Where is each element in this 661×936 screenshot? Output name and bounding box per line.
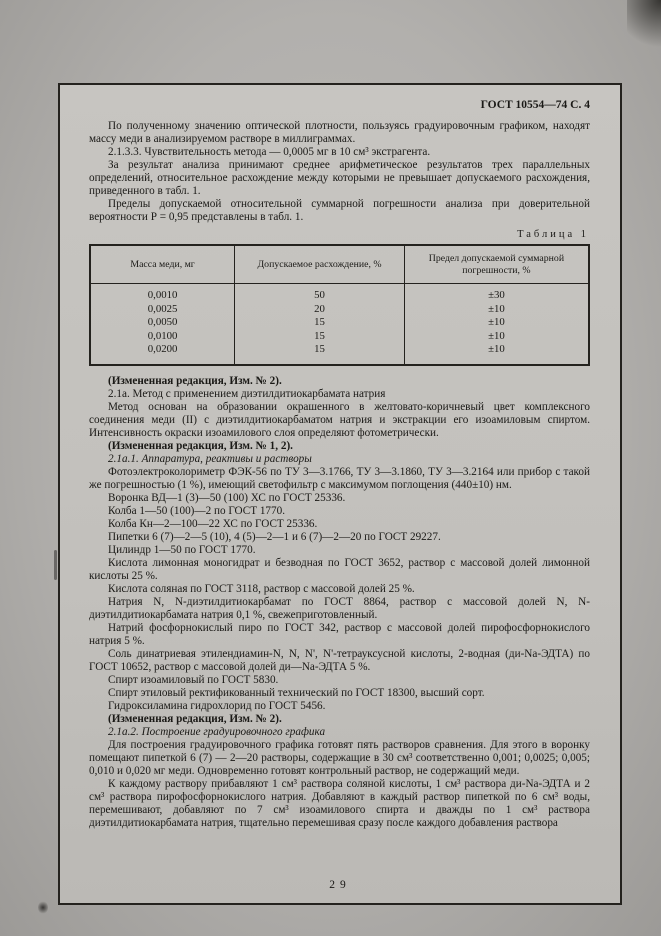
paragraph-funnel: Воронка ВД—1 (3)—50 (100) ХС по ГОСТ 25336. (108, 491, 346, 504)
amendment-note: (Измененная редакция, Изм. № 1, 2). (108, 439, 293, 452)
table-cell: ±10 (404, 330, 589, 344)
paragraph-citric-acid: Кислота лимонная моногидрат и безводная по ГОСТ 3652, раствор с массовой долей лимонной кислоты 25 %. (89, 556, 590, 582)
document-header (89, 99, 590, 111)
page-number: 29 (329, 879, 351, 891)
section-heading-2-1a: 2.1а. Метод с применением диэтилдитиокарбамата натрия (108, 387, 386, 400)
table-column-header: Масса меди, мг (90, 245, 235, 284)
paragraph-flask-2: Колба Кн—2—100—22 ХС по ГОСТ 25336. (108, 517, 318, 530)
paragraph-isoamyl-alcohol: Спирт изоамиловый по ГОСТ 5830. (108, 673, 279, 686)
paragraph-calibration-graph: Для построения градуировочного графика готовят пять растворов сравнения. Для этого в воронку помещают пипеткой 6 (7) — 2—20 растворы, содержащие в 30 см³ соответственно 0,001; 0,0025; 0,005; 0,010 и 0,020 мг меди. Одновременно готовят контрольный раствор, не содержащий меди. (89, 738, 590, 777)
amendment-note: (Измененная редакция, Изм. № 2). (108, 374, 282, 387)
paragraph-pipettes: Пипетки 6 (7)—2—5 (10), 4 (5)—2—1 и 6 (7)—2—20 по ГОСТ 29227. (108, 530, 441, 543)
intro-section (89, 120, 590, 224)
limits-table (89, 244, 590, 366)
paragraph-hydrochloric-acid: Кислота соляная по ГОСТ 3118, раствор с массовой долей 25 %. (108, 582, 415, 595)
paragraph-photocolorimeter: Фотоэлектроколориметр ФЭК-56 по ТУ 3—3.1766, ТУ 3—3.1860, ТУ 3—3.2164 или прибор с такой же погрешностью (1 %), имеющий светофильтр с максимумом поглощения (440±10) нм. (89, 465, 590, 491)
paragraph-result-mean: За результат анализа принимают среднее арифметическое результатов трех параллельных определений, относительное расхождение между которыми не превышает допускаемого расхождения, приведенного в табл. 1. (89, 159, 590, 197)
table-cell: 50 (235, 284, 405, 303)
table-cell: ±30 (404, 284, 589, 303)
paragraph-solution-preparation: К каждому раствору прибавляют 1 см³ раствора соляной кислоты, 1 см³ раствора ди-Na-ЭДТА и 2 см³ раствора пирофосфорнокислого натрия. Добавляют в каждый раствор пипеткой по 6 см³ воды, перемешивают, добавляют по 7 см³ изоамилового спирта и дважды по 1 см³ раствора диэтилдитиокарбамата натрия, тщательно перемешивая сразу после каждого добавления раствора (89, 777, 590, 829)
paragraph-error-limits: Пределы допускаемой относительной суммарной погрешности анализа при доверительной вероятности Р = 0,95 представлены в табл. 1. (89, 198, 590, 223)
paragraph-hydroxylamine: Гидроксиламина гидрохлорид по ГОСТ 5456. (108, 699, 326, 712)
table-cell: ±10 (404, 303, 589, 317)
paragraph-optical-density: По полученному значению оптической плотности, пользуясь градуировочным графиком, находят массу меди в анализируемом растворе в миллиграммах. (89, 120, 590, 145)
scan-artifact (627, 0, 661, 56)
paragraph-method-basis: Метод основан на образовании окрашенного в желтовато-коричневый цвет комплексного соединения меди (II) с диэтилдитиокарбаматом натрия и экстракции его изоамиловым спиртом. Интенсивность окраски изоамилового слоя определяют фотометрически. (89, 400, 590, 439)
paragraph-sodium-pyrophosphate: Натрий фосфорнокислый пиро по ГОСТ 342, раствор с массовой долей пирофосфорнокислого натрия 5 %. (89, 621, 590, 647)
table-body (90, 284, 589, 365)
paragraph-cylinder: Цилиндр 1—50 по ГОСТ 1770. (108, 543, 256, 556)
paragraph-ethyl-alcohol: Спирт этиловый ректификованный технический по ГОСТ 18300, высший сорт. (108, 686, 485, 699)
subsection-heading-2-1a-1: 2.1а.1. Аппаратура, реактивы и растворы (108, 452, 312, 465)
scan-artifact (54, 550, 57, 580)
table-cell: 0,0100 (90, 330, 235, 344)
table-column-header: Допускаемое расхождение, % (235, 245, 405, 284)
table-cell: 0,0025 (90, 303, 235, 317)
table-cell: 0,0200 (90, 343, 235, 365)
table-row (90, 343, 589, 365)
table-cell: 15 (235, 330, 405, 344)
paragraph-edta: Соль динатриевая этилендиамин-N, N, N', N'-тетрауксусной кислоты, 2-водная (ди-Na-ЭДТА) по ГОСТ 10652, раствор с массовой долей ди—Na-ЭДТА 5 %. (89, 647, 590, 673)
table-cell: 15 (235, 316, 405, 330)
table-caption: Таблица 1 (517, 229, 589, 240)
table-cell: ±10 (404, 316, 589, 330)
table-column-header: Предел допускаемой суммарной погрешности, % (404, 245, 589, 284)
table-row (90, 316, 589, 330)
table-row (90, 330, 589, 344)
page-frame (58, 83, 622, 905)
scan-artifact (38, 901, 48, 914)
amendment-note: (Измененная редакция, Изм. № 2). (108, 712, 282, 725)
table-row (90, 284, 589, 303)
table-header-row (90, 245, 589, 284)
table-cell: 0,0050 (90, 316, 235, 330)
paragraph-sodium-diethyldithiocarbamate: Натрия N, N-диэтилдитиокарбамат по ГОСТ 8864, раствор с массовой долей N, N-диэтилдитиокарбамата натрия 0,1 %, свежеприготовленный. (89, 595, 590, 621)
paragraph-sensitivity: 2.1.3.3. Чувствительность метода — 0,0005 мг в 10 см³ экстрагента. (108, 146, 431, 158)
doc-reference: ГОСТ 10554—74 С. 4 (480, 99, 590, 111)
subsection-heading-2-1a-2: 2.1а.2. Построение градуировочного графика (108, 725, 326, 738)
table-cell: ±10 (404, 343, 589, 365)
table-cell: 20 (235, 303, 405, 317)
table-row (90, 303, 589, 317)
body-section (89, 375, 590, 830)
table-cell: 15 (235, 343, 405, 365)
table-cell: 0,0010 (90, 284, 235, 303)
paragraph-flask-1: Колба 1—50 (100)—2 по ГОСТ 1770. (108, 504, 286, 517)
